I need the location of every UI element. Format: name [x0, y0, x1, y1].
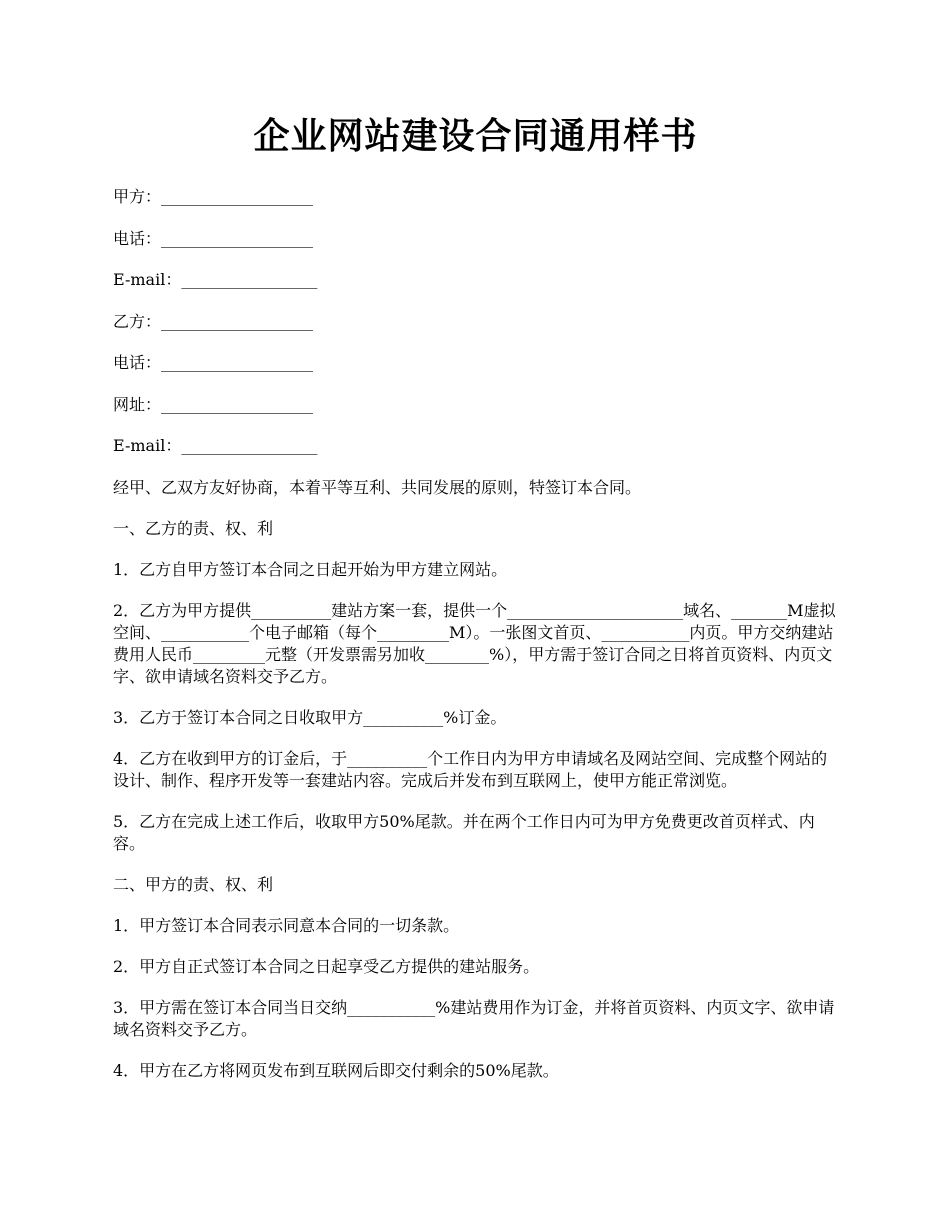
party-a-email-field: E-mail：_________________ — [113, 270, 318, 289]
party-info — [113, 186, 838, 457]
party-b-email-field: E-mail：_________________ — [113, 436, 318, 455]
party-b-name-field: 乙方：___________________ — [113, 311, 314, 331]
section-one-item: 1．乙方自甲方签订本合同之日起开始为甲方建立网站。 — [113, 559, 508, 579]
section-two-item: 2．甲方自正式签订本合同之日起享受乙方提供的建站服务。 — [113, 956, 540, 976]
party-b-website-field: 网址：___________________ — [113, 394, 314, 414]
section-two-item: 3．甲方需在签订本合同当日交纳___________%建站费用作为订金，并将首页资料、内页文字、欲申请域名资料交予乙方。 — [113, 997, 835, 1039]
section-two-item: 4．甲方在乙方将网页发布到互联网后即交付剩余的50%尾款。 — [113, 1060, 559, 1080]
section-two-item: 1．甲方签订本合同表示同意本合同的一切条款。 — [113, 915, 460, 935]
section-two-heading: 二、甲方的责、权、利 — [113, 874, 274, 894]
party-b-phone-field: 电话：___________________ — [113, 353, 314, 372]
section-one-item: 2．乙方为甲方提供__________建站方案一套，提供一个______________________域名、_______M虚拟空间、___________个电子邮箱（每个_________M）。一张图文首页、___________内页。甲方交纳建站费用人民币_________元整（开发票需另加收________%），甲方需于签订合同之日将首页资料、内页文字、欲申请域名资料交予乙方。 — [113, 600, 836, 686]
document-title: 企业网站建设合同通用样书 — [253, 115, 698, 157]
section-one-item: 3．乙方于签订本合同之日收取甲方__________%订金。 — [113, 707, 507, 727]
party-a-name-field: 甲方：___________________ — [113, 187, 314, 206]
intro-paragraph: 经甲、乙双方友好协商，本着平等互利、共同发展的原则，特签订本合同。 — [113, 477, 642, 497]
section-one-heading: 一、乙方的责、权、利 — [113, 518, 274, 538]
party-a-phone-field: 电话：___________________ — [113, 228, 314, 248]
section-one-item: 4．乙方在收到甲方的订金后，于__________个工作日内为甲方申请域名及网站空间、完成整个网站的设计、制作、程序开发等一套建站内容。完成后并发布到互联网上，使甲方能正常浏览。 — [113, 748, 828, 790]
section-one-item: 5．乙方在完成上述工作后，收取甲方50%尾款。并在两个工作日内可为甲方免费更改首页样式、内容。 — [113, 811, 815, 853]
